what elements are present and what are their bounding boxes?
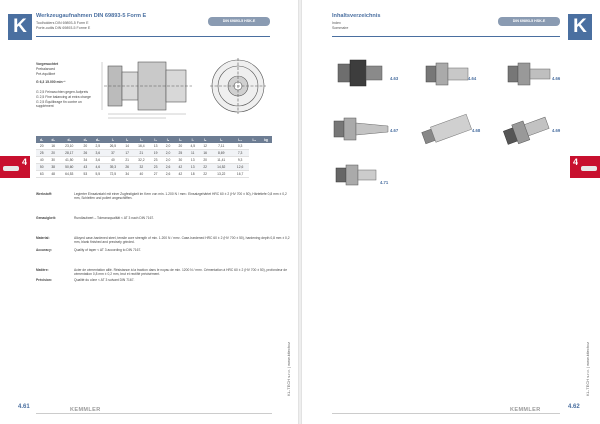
- left-subtitle-1: Toolholders DIN 69893-5 Form E: [36, 21, 89, 25]
- tool-icon-right: [581, 166, 597, 171]
- right-subtitle-1: Index: [332, 21, 341, 25]
- col-header: l₉: [211, 136, 232, 143]
- right-brand: KEMMLER: [510, 407, 541, 413]
- table-cell: 16,7: [232, 171, 249, 178]
- right-subtitle-2: Sommaire: [332, 26, 349, 30]
- holder-image[interactable]: [506, 60, 552, 88]
- table-cell: 0,3: [232, 143, 249, 150]
- left-brand: KEMMLER: [70, 407, 101, 413]
- table-cell: 32,2: [133, 157, 150, 164]
- table-cell: 9,3: [232, 157, 249, 164]
- holder-image[interactable]: [502, 112, 552, 146]
- col-header: l₁₁: [249, 136, 260, 143]
- table-cell: 19: [150, 150, 161, 157]
- spec-value: Acier de cémentation allié. Résistance à la traction dans le noyau de min. 1200 N / mm². Cémentation à HRC 60 ± 2 (HV 700 ± 50), profondeur de cémentation 0,8 mm ± 0,2 mm, brut et rectifié précisément.: [74, 268, 288, 277]
- table-cell: 23,10: [59, 143, 80, 150]
- table-cell: 20: [199, 157, 210, 164]
- table-cell: 13: [186, 157, 199, 164]
- table-cell: 8,69: [211, 150, 232, 157]
- table-cell: 63: [36, 171, 47, 178]
- table-cell: 34: [121, 171, 132, 178]
- left-page: [0, 0, 298, 424]
- col-header: l₄: [150, 136, 161, 143]
- table-cell: 7,11: [211, 143, 232, 150]
- table-cell: 34: [80, 157, 91, 164]
- col-header: d₅: [91, 136, 104, 143]
- table-cell: 2,6: [161, 164, 174, 171]
- table-cell: 39,3: [104, 164, 121, 171]
- table-cell: 13,22: [211, 171, 232, 178]
- spec-label: Werkstoff:: [36, 192, 53, 196]
- table-cell: 42: [175, 164, 186, 171]
- kemmler-logo: K: [8, 14, 32, 40]
- balancing-label-de: Vorgewuchtet: [36, 62, 59, 66]
- spec-value: Legierter Einsatzstahl mit einer Zugfestigkeit im Kern von min. 1.200 N / mm². Einsatzgehärtet HRC 60 ± 2 (HV 700 ± 50), Härtetiefe 0,8 mm ± 0,2 mm, Schleifen und poliert angeschliffen.: [74, 192, 287, 201]
- col-header: l₅: [161, 136, 174, 143]
- table-cell: 20: [80, 143, 91, 150]
- table-cell: 5,5: [91, 171, 104, 178]
- table-cell: 22: [199, 164, 210, 171]
- table-cell: 38: [47, 164, 58, 171]
- table-cell: 13: [150, 143, 161, 150]
- spec-value: Rundlaufwert – Toleranzqualität < AT 3 nach DIN 7167.: [74, 216, 155, 220]
- table-cell: 26,5: [104, 143, 121, 150]
- table-cell: 16: [47, 143, 58, 150]
- balancing-label-en: Prebalanced: [36, 67, 56, 71]
- right-page-number: 4.62: [568, 404, 580, 410]
- standard-pill-right: DIN 69893-5 HSK-E: [498, 17, 560, 26]
- vertical-watermark-right: KL-TECH s.r.o. | www.kltechcz: [585, 341, 590, 396]
- table-cell: 25: [175, 150, 186, 157]
- table-cell: 4,6: [91, 164, 104, 171]
- col-header: kg: [260, 136, 272, 143]
- header-rule: [36, 36, 270, 37]
- table-cell: 50,60: [59, 164, 80, 171]
- holder-image[interactable]: [420, 112, 472, 146]
- table-cell: 40: [133, 171, 150, 178]
- table-cell: 16,4: [133, 143, 150, 150]
- table-cell: 64,53: [59, 171, 80, 178]
- table-cell: 12: [199, 143, 210, 150]
- table-cell: 12,6: [232, 164, 249, 171]
- left-page-title: Werkzeugaufnahmen DIN 69893-5 Form E: [36, 13, 147, 19]
- table-row: [36, 171, 272, 178]
- ref-4-64[interactable]: 4.64: [468, 76, 477, 81]
- table-cell: 7,3: [232, 150, 249, 157]
- table-cell: 20: [47, 150, 58, 157]
- table-header-row: [36, 136, 272, 143]
- right-page: [302, 0, 600, 424]
- spec-value: Alloyed case-hardened steel, tensile core strength of min. 1.200 N / mm². Case-hardened HRC 60 ± 2 (HV 700 ± 50), hardening depth 0,8 mm ± 0,2 mm, blank finished and precisely grinded.: [74, 236, 290, 245]
- holder-image[interactable]: [336, 56, 386, 90]
- col-header: d₃: [59, 136, 80, 143]
- table-cell: 13: [186, 164, 199, 171]
- table-cell: 17: [121, 150, 132, 157]
- spec-label: Accuracy:: [36, 248, 52, 252]
- col-header: d₁: [36, 136, 47, 143]
- table-cell: 3,6: [91, 150, 104, 157]
- holder-image[interactable]: [424, 60, 470, 88]
- col-header: l₂: [121, 136, 132, 143]
- ref-4-66[interactable]: 4.66: [552, 76, 561, 81]
- table-cell: 28,17: [59, 150, 80, 157]
- vertical-watermark-left: KL-TECH s.r.o. | www.kltechcz: [286, 341, 291, 396]
- holder-image[interactable]: [332, 114, 390, 144]
- table-cell: 22: [199, 171, 210, 178]
- col-header: l₃: [133, 136, 150, 143]
- section-tab-number: 4: [22, 157, 28, 167]
- table-cell: 11,41: [211, 157, 232, 164]
- table-cell: 30: [175, 157, 186, 164]
- legend-en: G 2,5 Fine balancing at extra charge: [36, 95, 91, 99]
- table-row: [36, 164, 272, 171]
- balancing-grade: G 6,3 15.000 min⁻¹: [36, 80, 66, 84]
- ref-4-67[interactable]: 4.67: [390, 128, 399, 133]
- table-cell: 72,5: [104, 171, 121, 178]
- table-cell: 2,0: [161, 143, 174, 150]
- spec-value: Quality of taper < AT 3 according to DIN 7167.: [74, 248, 142, 252]
- spec-label: Genauigkeit:: [36, 216, 56, 220]
- right-footer-rule: [332, 413, 560, 414]
- table-cell: 2,5: [91, 143, 104, 150]
- table-cell: 30: [47, 157, 58, 164]
- ref-4-71[interactable]: 4.71: [380, 180, 389, 185]
- table-cell: 40: [104, 157, 121, 164]
- col-header: l₇: [186, 136, 199, 143]
- table-cell: 11: [186, 150, 199, 157]
- technical-drawing: [98, 48, 274, 124]
- table-cell: 23: [150, 164, 161, 171]
- tool-icon: [3, 166, 19, 171]
- table-cell: 20: [36, 143, 47, 150]
- table-cell: 21: [133, 150, 150, 157]
- table-cell: 37: [104, 150, 121, 157]
- table-cell: 50: [36, 164, 47, 171]
- standard-pill: DIN 69893-5 HSK-E: [208, 17, 270, 26]
- col-header: l₈: [199, 136, 210, 143]
- left-footer-rule: [36, 413, 272, 414]
- spec-label: Material:: [36, 236, 50, 240]
- col-header: l₁₀: [232, 136, 249, 143]
- table-row: [36, 157, 272, 164]
- left-page-number: 4.61: [18, 404, 30, 410]
- right-header-rule: [332, 36, 560, 37]
- table-cell: 23: [150, 157, 161, 164]
- col-header: d₄: [80, 136, 91, 143]
- right-page-title: Inhaltsverzeichnis: [332, 13, 381, 19]
- table-cell: 42: [175, 171, 186, 178]
- section-tab-number-right: 4: [573, 157, 579, 167]
- table-body: [36, 143, 272, 178]
- spec-label: Précision:: [36, 278, 52, 282]
- table-cell: 2,0: [161, 150, 174, 157]
- table-cell: 2,0: [161, 157, 174, 164]
- holder-image[interactable]: [334, 160, 378, 190]
- col-header: l₆: [175, 136, 186, 143]
- table-cell: 20: [175, 143, 186, 150]
- ref-4-68[interactable]: 4.68: [472, 128, 481, 133]
- table-row: [36, 150, 272, 157]
- spec-label: Matière:: [36, 268, 49, 272]
- spec-table: [36, 136, 272, 178]
- table-cell: 26: [121, 164, 132, 171]
- table-cell: 40: [36, 157, 47, 164]
- balancing-label-fr: Pré-équilibré: [36, 72, 56, 76]
- table-cell: 4,5: [186, 143, 199, 150]
- table-cell: 21: [121, 157, 132, 164]
- left-subtitle-2: Porte-outils DIN 69893-5 Forme E: [36, 26, 91, 30]
- kemmler-logo-right: K: [568, 14, 592, 40]
- table-cell: 14,52: [211, 164, 232, 171]
- table-cell: 14: [121, 143, 132, 150]
- spec-value: Qualité du cône < AT 3 suivant DIN 7167.: [74, 278, 135, 282]
- table-cell: 2,6: [161, 171, 174, 178]
- legend-de: G 2,5 Feinwuchten gegen Aufpreis: [36, 90, 89, 94]
- section-tab-right[interactable]: [570, 156, 600, 178]
- ref-4-63[interactable]: 4.63: [390, 76, 399, 81]
- legend-fr: G 2,5 Équilibrage fin contre un supplément: [36, 100, 82, 109]
- table-cell: 43: [80, 164, 91, 171]
- table-cell: 16: [199, 150, 210, 157]
- table-cell: 18: [186, 171, 199, 178]
- table-cell: 25: [36, 150, 47, 157]
- table-cell: 41,50: [59, 157, 80, 164]
- col-header: l₁: [104, 136, 121, 143]
- section-tab[interactable]: [0, 156, 30, 178]
- table-cell: 26: [80, 150, 91, 157]
- table-cell: 3,6: [91, 157, 104, 164]
- col-header: d₂: [47, 136, 58, 143]
- table-cell: 27: [150, 171, 161, 178]
- ref-4-69[interactable]: 4.69: [552, 128, 561, 133]
- table-cell: 48: [47, 171, 58, 178]
- table-cell: 53: [80, 171, 91, 178]
- table-cell: 32: [133, 164, 150, 171]
